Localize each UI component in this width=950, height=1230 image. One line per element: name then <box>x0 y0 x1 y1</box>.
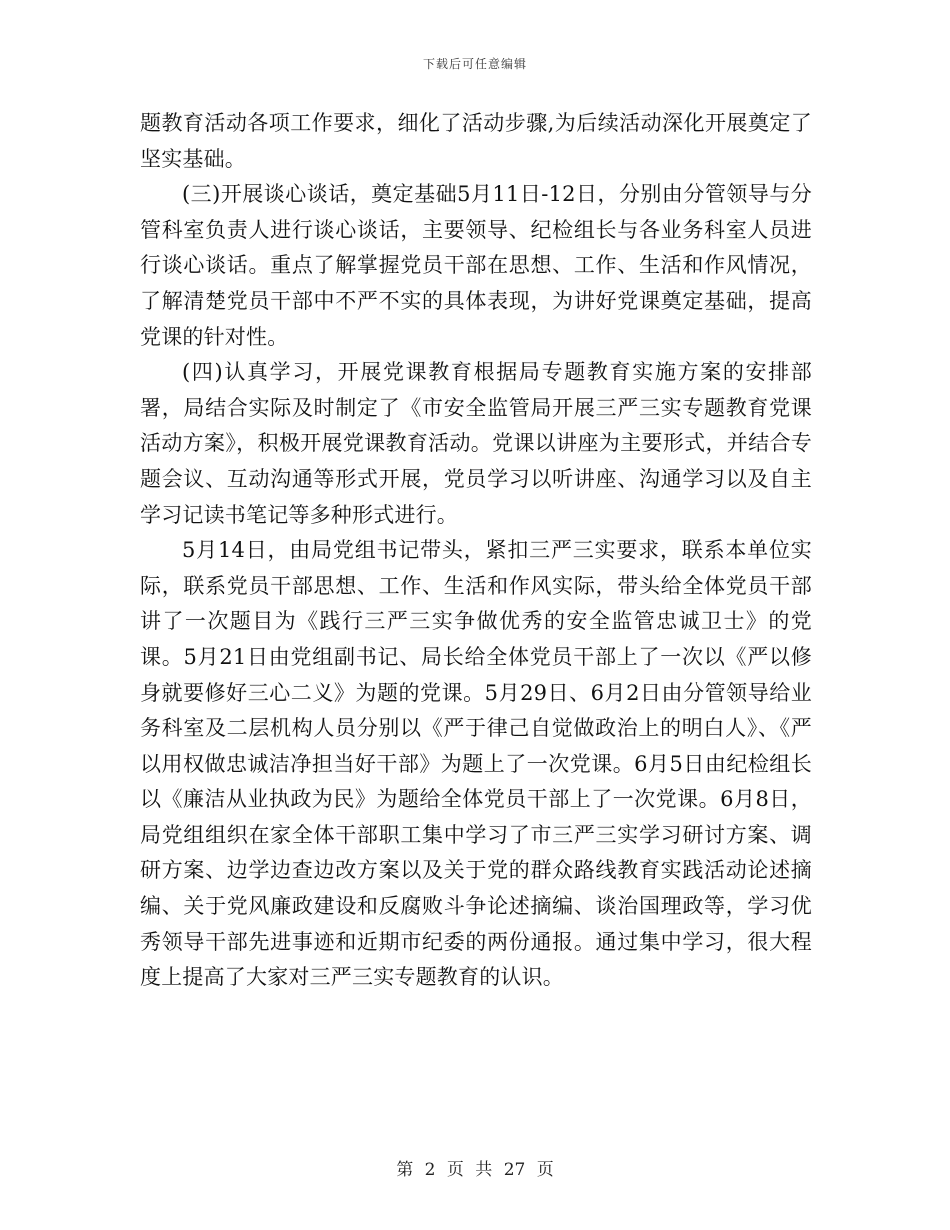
page-header: 下载后可任意编辑 <box>422 57 527 71</box>
paragraph-study: (四)认真学习，开展党课教育根据局专题教育实施方案的安排部署，局结合实际及时制定了《市安全监管局开展三严三实专题教育党课活动方案》，积极开展党课教育活动。党课以讲座为主要形式，并结合专题会议、互动沟通等形式开展，党员学习以听讲座、沟通学习以及自主学习记读书笔记等多种形式进行。 <box>140 360 812 527</box>
paragraph-party-lectures: 5月14日，由局党组书记带头，紧扣三严三实要求，联系本单位实际，联系党员干部思想、工作、生活和作风实际，带头给全体党员干部讲了一次题目为《践行三严三实争做优秀的安全监管忠诚卫士》的党课。5月21日由党组副书记、局长给全体党员干部上了一次以《严以修身就要修好三心二义》为题的党课。5月29日、6月2日由分管领导给业务科室及二层机构人员分别以《严于律己自觉做政治上的明白人》、《严以用权做忠诚洁净担当好干部》为题上了一次党课。6月5日由纪检组长以《廉洁从业执政为民》为题给全体党员干部上了一次党课。6月8日，局党组组织在家全体干部职工集中学习了市三严三实学习研讨方案、调研方案、边学边查边改方案以及关于党的群众路线教育实践活动论述摘编、关于党风廉政建设和反腐败斗争论述摘编、谈治国理政等，学习优秀领导干部先进事迹和近期市纪委的两份通报。通过集中学习，很大程度上提高了大家对三严三实专题教育的认识。 <box>140 538 812 990</box>
page-number-footer: 第 2 页 共 27 页 <box>396 1160 554 1180</box>
paragraph-talks: (三)开展谈心谈话，奠定基础5月11日-12日，分别由分管领导与分管科室负责人进行谈心谈话，主要领导、纪检组长与各业务科室人员进行谈心谈话。重点了解掌握党员干部在思想、工作、生活和作风情况，了解清楚党员干部中不严不实的具体表现，为讲好党课奠定基础，提高党课的针对性。 <box>140 182 812 349</box>
document-body <box>140 106 812 996</box>
paragraph-continuation: 题教育活动各项工作要求，细化了活动步骤,为后续活动深化开展奠定了坚实基础。 <box>140 111 812 171</box>
